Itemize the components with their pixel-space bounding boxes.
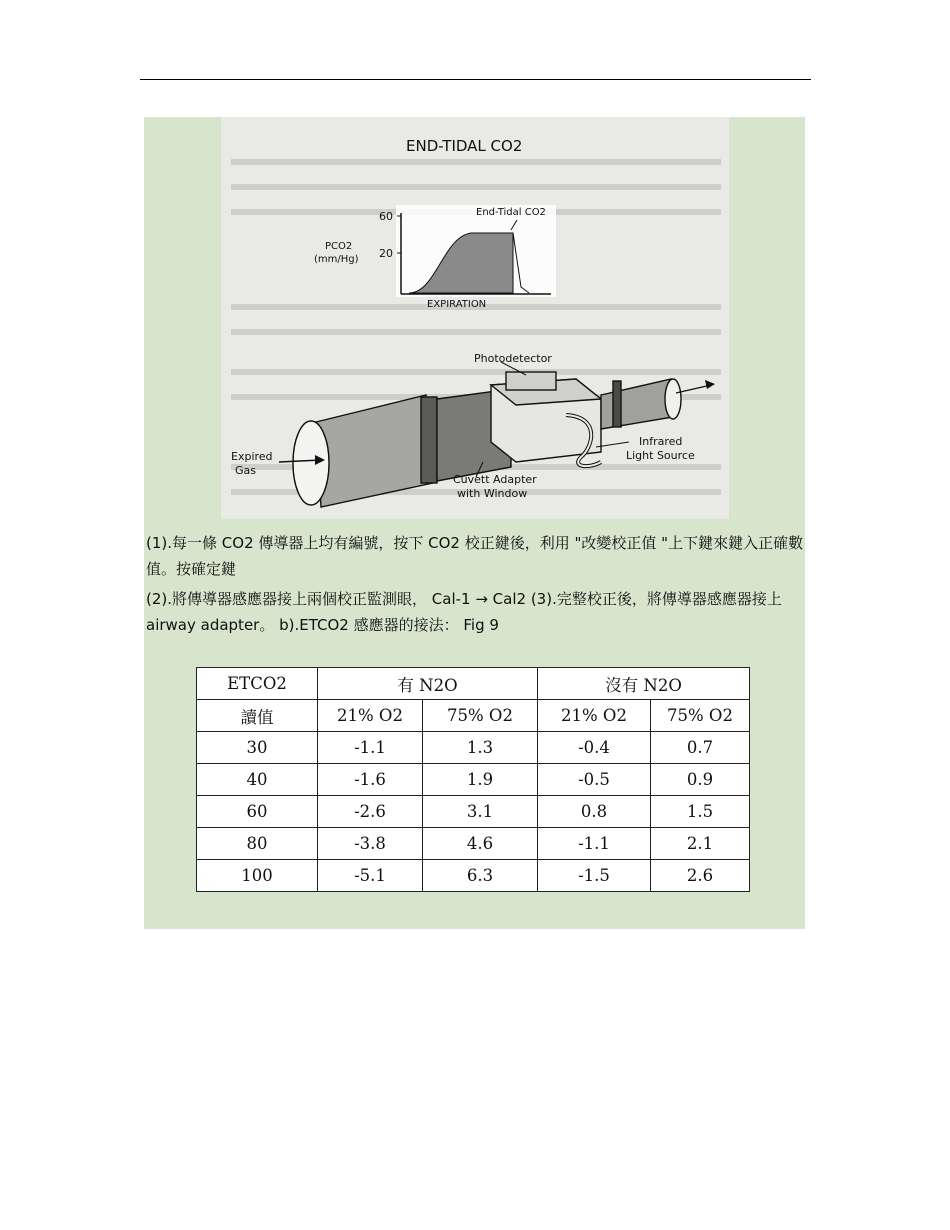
table-cell: 0.9 [651,764,750,796]
table-cell: -2.6 [318,796,423,828]
table-cell: 3.1 [423,796,538,828]
figure-title: END-TIDAL CO2 [406,137,523,155]
subheader-col: 21% O2 [538,700,651,732]
table-cell: 1.9 [423,764,538,796]
table-header-row [197,668,750,700]
subheader-reading: 讀值 [197,700,318,732]
y-tick-20: 20 [379,247,393,260]
table-cell: 60 [197,796,318,828]
table-cell: 2.1 [651,828,750,860]
table-cell: -5.1 [318,860,423,892]
table-row [197,860,750,892]
subheader-col: 21% O2 [318,700,423,732]
table-cell: -0.5 [538,764,651,796]
table-cell: 1.3 [423,732,538,764]
table-cell: -3.8 [318,828,423,860]
etco2-figure [221,117,729,519]
x-label: EXPIRATION [427,299,487,310]
header-without-n2o: 沒有 N2O [538,668,750,700]
curve-label: End-Tidal CO2 [476,207,546,218]
label-expired-1: Expired [231,450,273,463]
table-cell: 6.3 [423,860,538,892]
table-row [197,796,750,828]
label-cuvett-1: Cuvett Adapter [453,473,537,486]
table-cell: 100 [197,860,318,892]
table-cell: -1.1 [538,828,651,860]
table-row [197,764,750,796]
table-cell: 40 [197,764,318,796]
table-cell: -0.4 [538,732,651,764]
y-label-line1: PCO2 [325,241,353,252]
label-infrared-1: Infrared [639,435,683,448]
label-infrared-2: Light Source [626,449,695,462]
table-cell: -1.5 [538,860,651,892]
header-etco2: ETCO2 [197,668,318,700]
table-cell: 30 [197,732,318,764]
header-with-n2o: 有 N2O [318,668,538,700]
paragraph-calibration-2: (2).將傳導器感應器接上兩個校正監測眼， Cal-1 → Cal2 (3).完整校正後，將傳導器感應器接上 airway adapter。 b).ETCO2 感應器的接法： Fig 9 [146,590,782,634]
label-cuvett-2: with Window [457,487,528,500]
table-cell: -1.1 [318,732,423,764]
table-cell: 0.8 [538,796,651,828]
table-row [197,828,750,860]
paragraph-calibration-1: (1).每一條 CO2 傳導器上均有編號，按下 CO2 校正鍵後，利用 "改變校正值 "上下鍵來鍵入正確數值。按確定鍵 [146,534,804,578]
header-rule [140,79,811,80]
table-cell: -1.6 [318,764,423,796]
table-row [197,732,750,764]
table-cell: 1.5 [651,796,750,828]
table-subheader-row [197,700,750,732]
table-cell: 4.6 [423,828,538,860]
etco2-n2o-table [196,667,750,892]
label-photodetector: Photodetector [474,352,552,365]
y-tick-60: 60 [379,210,393,223]
y-label-line2: (mm/Hg) [314,254,359,265]
subheader-col: 75% O2 [423,700,538,732]
etco2-diagram [221,117,729,519]
table-cell: 0.7 [651,732,750,764]
label-expired-2: Gas [235,464,256,477]
correction-table [196,667,750,891]
table-cell: 2.6 [651,860,750,892]
subheader-col: 75% O2 [651,700,750,732]
table-cell: 80 [197,828,318,860]
